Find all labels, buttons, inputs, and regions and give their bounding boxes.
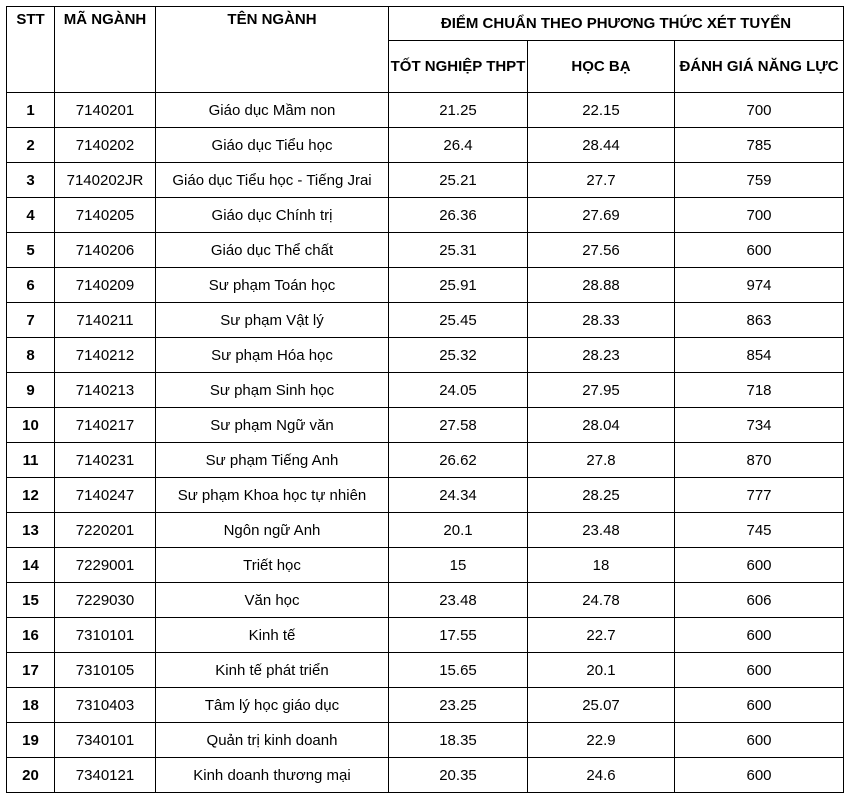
cell-dgnl-score: 759 [675, 163, 844, 198]
table-row [7, 618, 844, 653]
cell-stt: 2 [7, 128, 55, 163]
cell-hocba-score: 27.7 [528, 163, 675, 198]
cell-stt: 3 [7, 163, 55, 198]
table-row [7, 93, 844, 128]
cell-stt: 5 [7, 233, 55, 268]
cell-name: Giáo dục Mầm non [156, 93, 389, 128]
cell-hocba-score: 28.44 [528, 128, 675, 163]
cell-thpt-score: 25.45 [389, 303, 528, 338]
cell-code: 7340121 [55, 758, 156, 793]
header-hocba: HỌC BẠ [528, 41, 675, 93]
cell-name: Tâm lý học giáo dục [156, 688, 389, 723]
cell-code: 7140206 [55, 233, 156, 268]
cell-name: Giáo dục Chính trị [156, 198, 389, 233]
cell-hocba-score: 24.78 [528, 583, 675, 618]
cell-thpt-score: 27.58 [389, 408, 528, 443]
cell-dgnl-score: 974 [675, 268, 844, 303]
cell-name: Sư phạm Toán học [156, 268, 389, 303]
cell-dgnl-score: 600 [675, 688, 844, 723]
cell-code: 7140247 [55, 478, 156, 513]
table-body [7, 93, 844, 793]
cell-name: Sư phạm Ngữ văn [156, 408, 389, 443]
cell-thpt-score: 23.25 [389, 688, 528, 723]
cell-dgnl-score: 785 [675, 128, 844, 163]
table-row [7, 758, 844, 793]
cell-stt: 1 [7, 93, 55, 128]
cell-code: 7229001 [55, 548, 156, 583]
cell-stt: 10 [7, 408, 55, 443]
cell-stt: 16 [7, 618, 55, 653]
cell-name: Giáo dục Tiểu học [156, 128, 389, 163]
cell-stt: 19 [7, 723, 55, 758]
cell-hocba-score: 22.15 [528, 93, 675, 128]
cell-hocba-score: 28.23 [528, 338, 675, 373]
cell-dgnl-score: 600 [675, 548, 844, 583]
cell-stt: 18 [7, 688, 55, 723]
cell-hocba-score: 18 [528, 548, 675, 583]
cell-name: Quản trị kinh doanh [156, 723, 389, 758]
cell-stt: 13 [7, 513, 55, 548]
cell-thpt-score: 15.65 [389, 653, 528, 688]
cell-thpt-score: 25.32 [389, 338, 528, 373]
cell-code: 7140202JR [55, 163, 156, 198]
cell-name: Sư phạm Sinh học [156, 373, 389, 408]
cell-hocba-score: 25.07 [528, 688, 675, 723]
cell-dgnl-score: 606 [675, 583, 844, 618]
cell-dgnl-score: 718 [675, 373, 844, 408]
cell-dgnl-score: 777 [675, 478, 844, 513]
cell-name: Văn học [156, 583, 389, 618]
table-row [7, 653, 844, 688]
header-stt: STT [7, 7, 55, 93]
cell-thpt-score: 26.4 [389, 128, 528, 163]
cell-dgnl-score: 700 [675, 93, 844, 128]
cell-stt: 20 [7, 758, 55, 793]
cell-thpt-score: 26.62 [389, 443, 528, 478]
cell-code: 7229030 [55, 583, 156, 618]
table-row [7, 338, 844, 373]
cell-name: Sư phạm Khoa học tự nhiên [156, 478, 389, 513]
cell-code: 7140212 [55, 338, 156, 373]
cell-name: Triết học [156, 548, 389, 583]
cell-code: 7140231 [55, 443, 156, 478]
cell-dgnl-score: 600 [675, 653, 844, 688]
cell-hocba-score: 27.69 [528, 198, 675, 233]
cell-hocba-score: 22.7 [528, 618, 675, 653]
cell-name: Giáo dục Tiểu học - Tiếng Jrai [156, 163, 389, 198]
cell-dgnl-score: 700 [675, 198, 844, 233]
cell-name: Sư phạm Hóa học [156, 338, 389, 373]
cell-hocba-score: 28.33 [528, 303, 675, 338]
cell-hocba-score: 28.04 [528, 408, 675, 443]
cell-name: Kinh tế [156, 618, 389, 653]
cell-hocba-score: 23.48 [528, 513, 675, 548]
table-row [7, 233, 844, 268]
cell-hocba-score: 22.9 [528, 723, 675, 758]
cell-thpt-score: 25.31 [389, 233, 528, 268]
table-row [7, 513, 844, 548]
cell-stt: 6 [7, 268, 55, 303]
cell-thpt-score: 24.34 [389, 478, 528, 513]
cell-stt: 17 [7, 653, 55, 688]
cell-code: 7340101 [55, 723, 156, 758]
cell-dgnl-score: 870 [675, 443, 844, 478]
cell-dgnl-score: 863 [675, 303, 844, 338]
cell-stt: 4 [7, 198, 55, 233]
cell-dgnl-score: 600 [675, 618, 844, 653]
header-dgnl: ĐÁNH GIÁ NĂNG LỰC [675, 41, 844, 93]
table-row [7, 163, 844, 198]
cell-dgnl-score: 734 [675, 408, 844, 443]
table-header [7, 7, 844, 93]
cell-stt: 12 [7, 478, 55, 513]
cell-code: 7140211 [55, 303, 156, 338]
cell-code: 7140209 [55, 268, 156, 303]
cell-code: 7310403 [55, 688, 156, 723]
cell-thpt-score: 21.25 [389, 93, 528, 128]
cell-thpt-score: 25.91 [389, 268, 528, 303]
table-row [7, 408, 844, 443]
table-row [7, 198, 844, 233]
cell-dgnl-score: 745 [675, 513, 844, 548]
cell-code: 7140201 [55, 93, 156, 128]
cell-stt: 8 [7, 338, 55, 373]
cell-hocba-score: 27.8 [528, 443, 675, 478]
cell-hocba-score: 24.6 [528, 758, 675, 793]
cell-dgnl-score: 600 [675, 723, 844, 758]
table-row [7, 478, 844, 513]
table-row [7, 303, 844, 338]
cell-thpt-score: 18.35 [389, 723, 528, 758]
cell-dgnl-score: 600 [675, 233, 844, 268]
header-score-group: ĐIỂM CHUẨN THEO PHƯƠNG THỨC XÉT TUYỂN [389, 7, 844, 41]
cell-dgnl-score: 600 [675, 758, 844, 793]
cell-name: Kinh doanh thương mại [156, 758, 389, 793]
cell-name: Sư phạm Vật lý [156, 303, 389, 338]
cell-stt: 11 [7, 443, 55, 478]
cell-code: 7140213 [55, 373, 156, 408]
table-row [7, 268, 844, 303]
cell-code: 7140217 [55, 408, 156, 443]
cell-dgnl-score: 854 [675, 338, 844, 373]
cell-thpt-score: 25.21 [389, 163, 528, 198]
cell-hocba-score: 27.95 [528, 373, 675, 408]
cell-hocba-score: 20.1 [528, 653, 675, 688]
table-row [7, 548, 844, 583]
table-row [7, 583, 844, 618]
cell-code: 7140205 [55, 198, 156, 233]
table-row [7, 688, 844, 723]
cell-name: Giáo dục Thể chất [156, 233, 389, 268]
cell-hocba-score: 28.25 [528, 478, 675, 513]
cell-thpt-score: 20.1 [389, 513, 528, 548]
header-thpt: TỐT NGHIỆP THPT [389, 41, 528, 93]
header-code: MÃ NGÀNH [55, 7, 156, 93]
table-row [7, 723, 844, 758]
cell-code: 7310105 [55, 653, 156, 688]
cell-thpt-score: 26.36 [389, 198, 528, 233]
cell-stt: 15 [7, 583, 55, 618]
cell-name: Kinh tế phát triển [156, 653, 389, 688]
cell-thpt-score: 17.55 [389, 618, 528, 653]
cell-stt: 14 [7, 548, 55, 583]
cell-thpt-score: 20.35 [389, 758, 528, 793]
cell-code: 7140202 [55, 128, 156, 163]
cell-hocba-score: 27.56 [528, 233, 675, 268]
header-row-top [7, 7, 844, 41]
table-row [7, 443, 844, 478]
cell-thpt-score: 23.48 [389, 583, 528, 618]
cell-name: Sư phạm Tiếng Anh [156, 443, 389, 478]
cell-thpt-score: 24.05 [389, 373, 528, 408]
table-row [7, 373, 844, 408]
cell-name: Ngôn ngữ Anh [156, 513, 389, 548]
cell-code: 7220201 [55, 513, 156, 548]
admission-scores-table [6, 6, 844, 793]
cell-thpt-score: 15 [389, 548, 528, 583]
cell-stt: 9 [7, 373, 55, 408]
cell-stt: 7 [7, 303, 55, 338]
cell-hocba-score: 28.88 [528, 268, 675, 303]
header-name: TÊN NGÀNH [156, 7, 389, 93]
table-row [7, 128, 844, 163]
cell-code: 7310101 [55, 618, 156, 653]
